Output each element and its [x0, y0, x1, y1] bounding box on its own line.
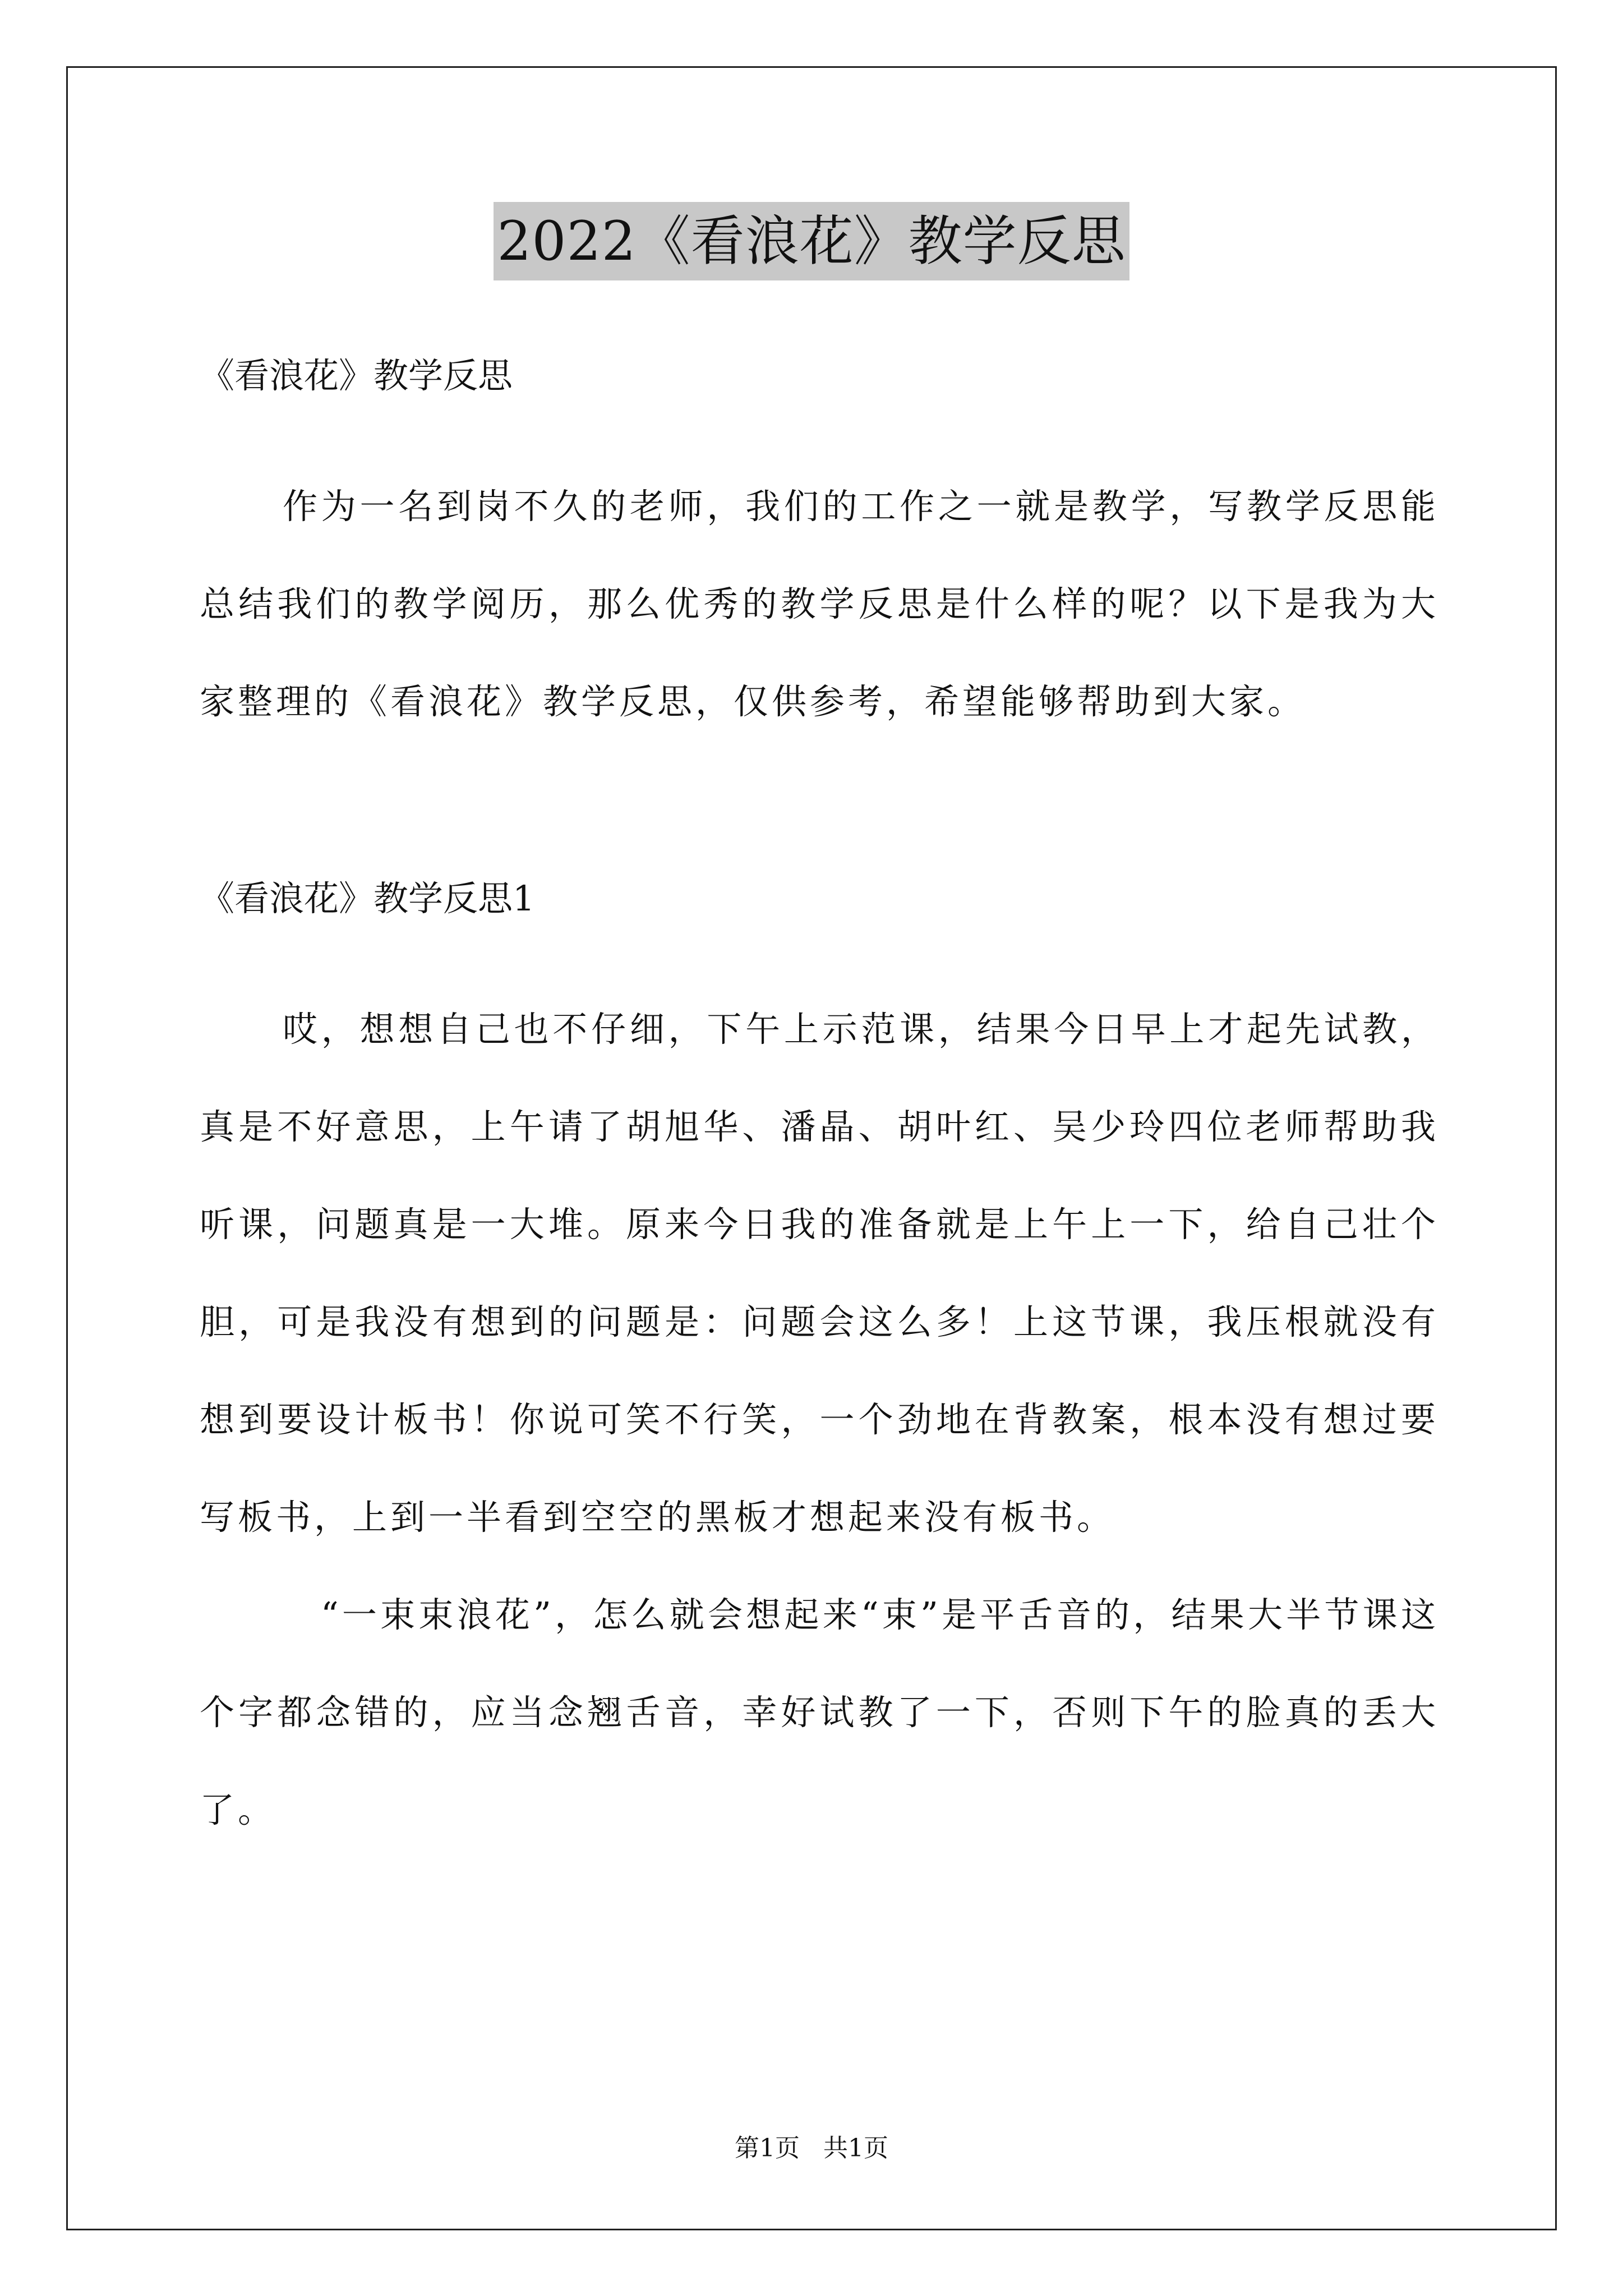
intro-heading: 《看浪花》教学反思: [200, 355, 513, 396]
section-1-paragraph-1: 哎，想想自己也不仔细，下午上示范课，结果今日早上才起先试教，真是不好意思，上午请了胡旭华、潘晶、胡叶红、吴少玲四位老师帮助我听课，问题真是一大堆。原来今日我的准备就是上午上一下，给自己壮个胆，可是我没有想到的问题是：问题会这么多！上这节课，我压根就没有想到要设计板书！你说可笑不行笑，一个劲地在背教案，根本没有想过要写板书，上到一半看到空空的黑板才想起来没有板书。: [200, 1009, 1439, 1538]
section-1-heading: 《看浪花》教学反思1: [200, 878, 535, 919]
document-title: 2022《看浪花》教学反思: [494, 202, 1129, 280]
document-body: [200, 314, 1439, 1859]
page-footer: 第1页 共1页: [735, 2134, 888, 2162]
title-container: [0, 202, 1623, 280]
intro-paragraph: 作为一名到岗不久的老师，我们的工作之一就是教学，写教学反思能总结我们的教学阅历，那么优秀的教学反思是什么样的呢？以下是我为大家整理的《看浪花》教学反思，仅供参考，希望能够帮助到大家。: [200, 486, 1439, 722]
section-1-paragraph-2: “一束束浪花”，怎么就会想起来“束”是平舌音的，结果大半节课这个字都念错的，应当念翘舌音，幸好试教了一下，否则下午的脸真的丢大了。: [200, 1594, 1439, 1830]
